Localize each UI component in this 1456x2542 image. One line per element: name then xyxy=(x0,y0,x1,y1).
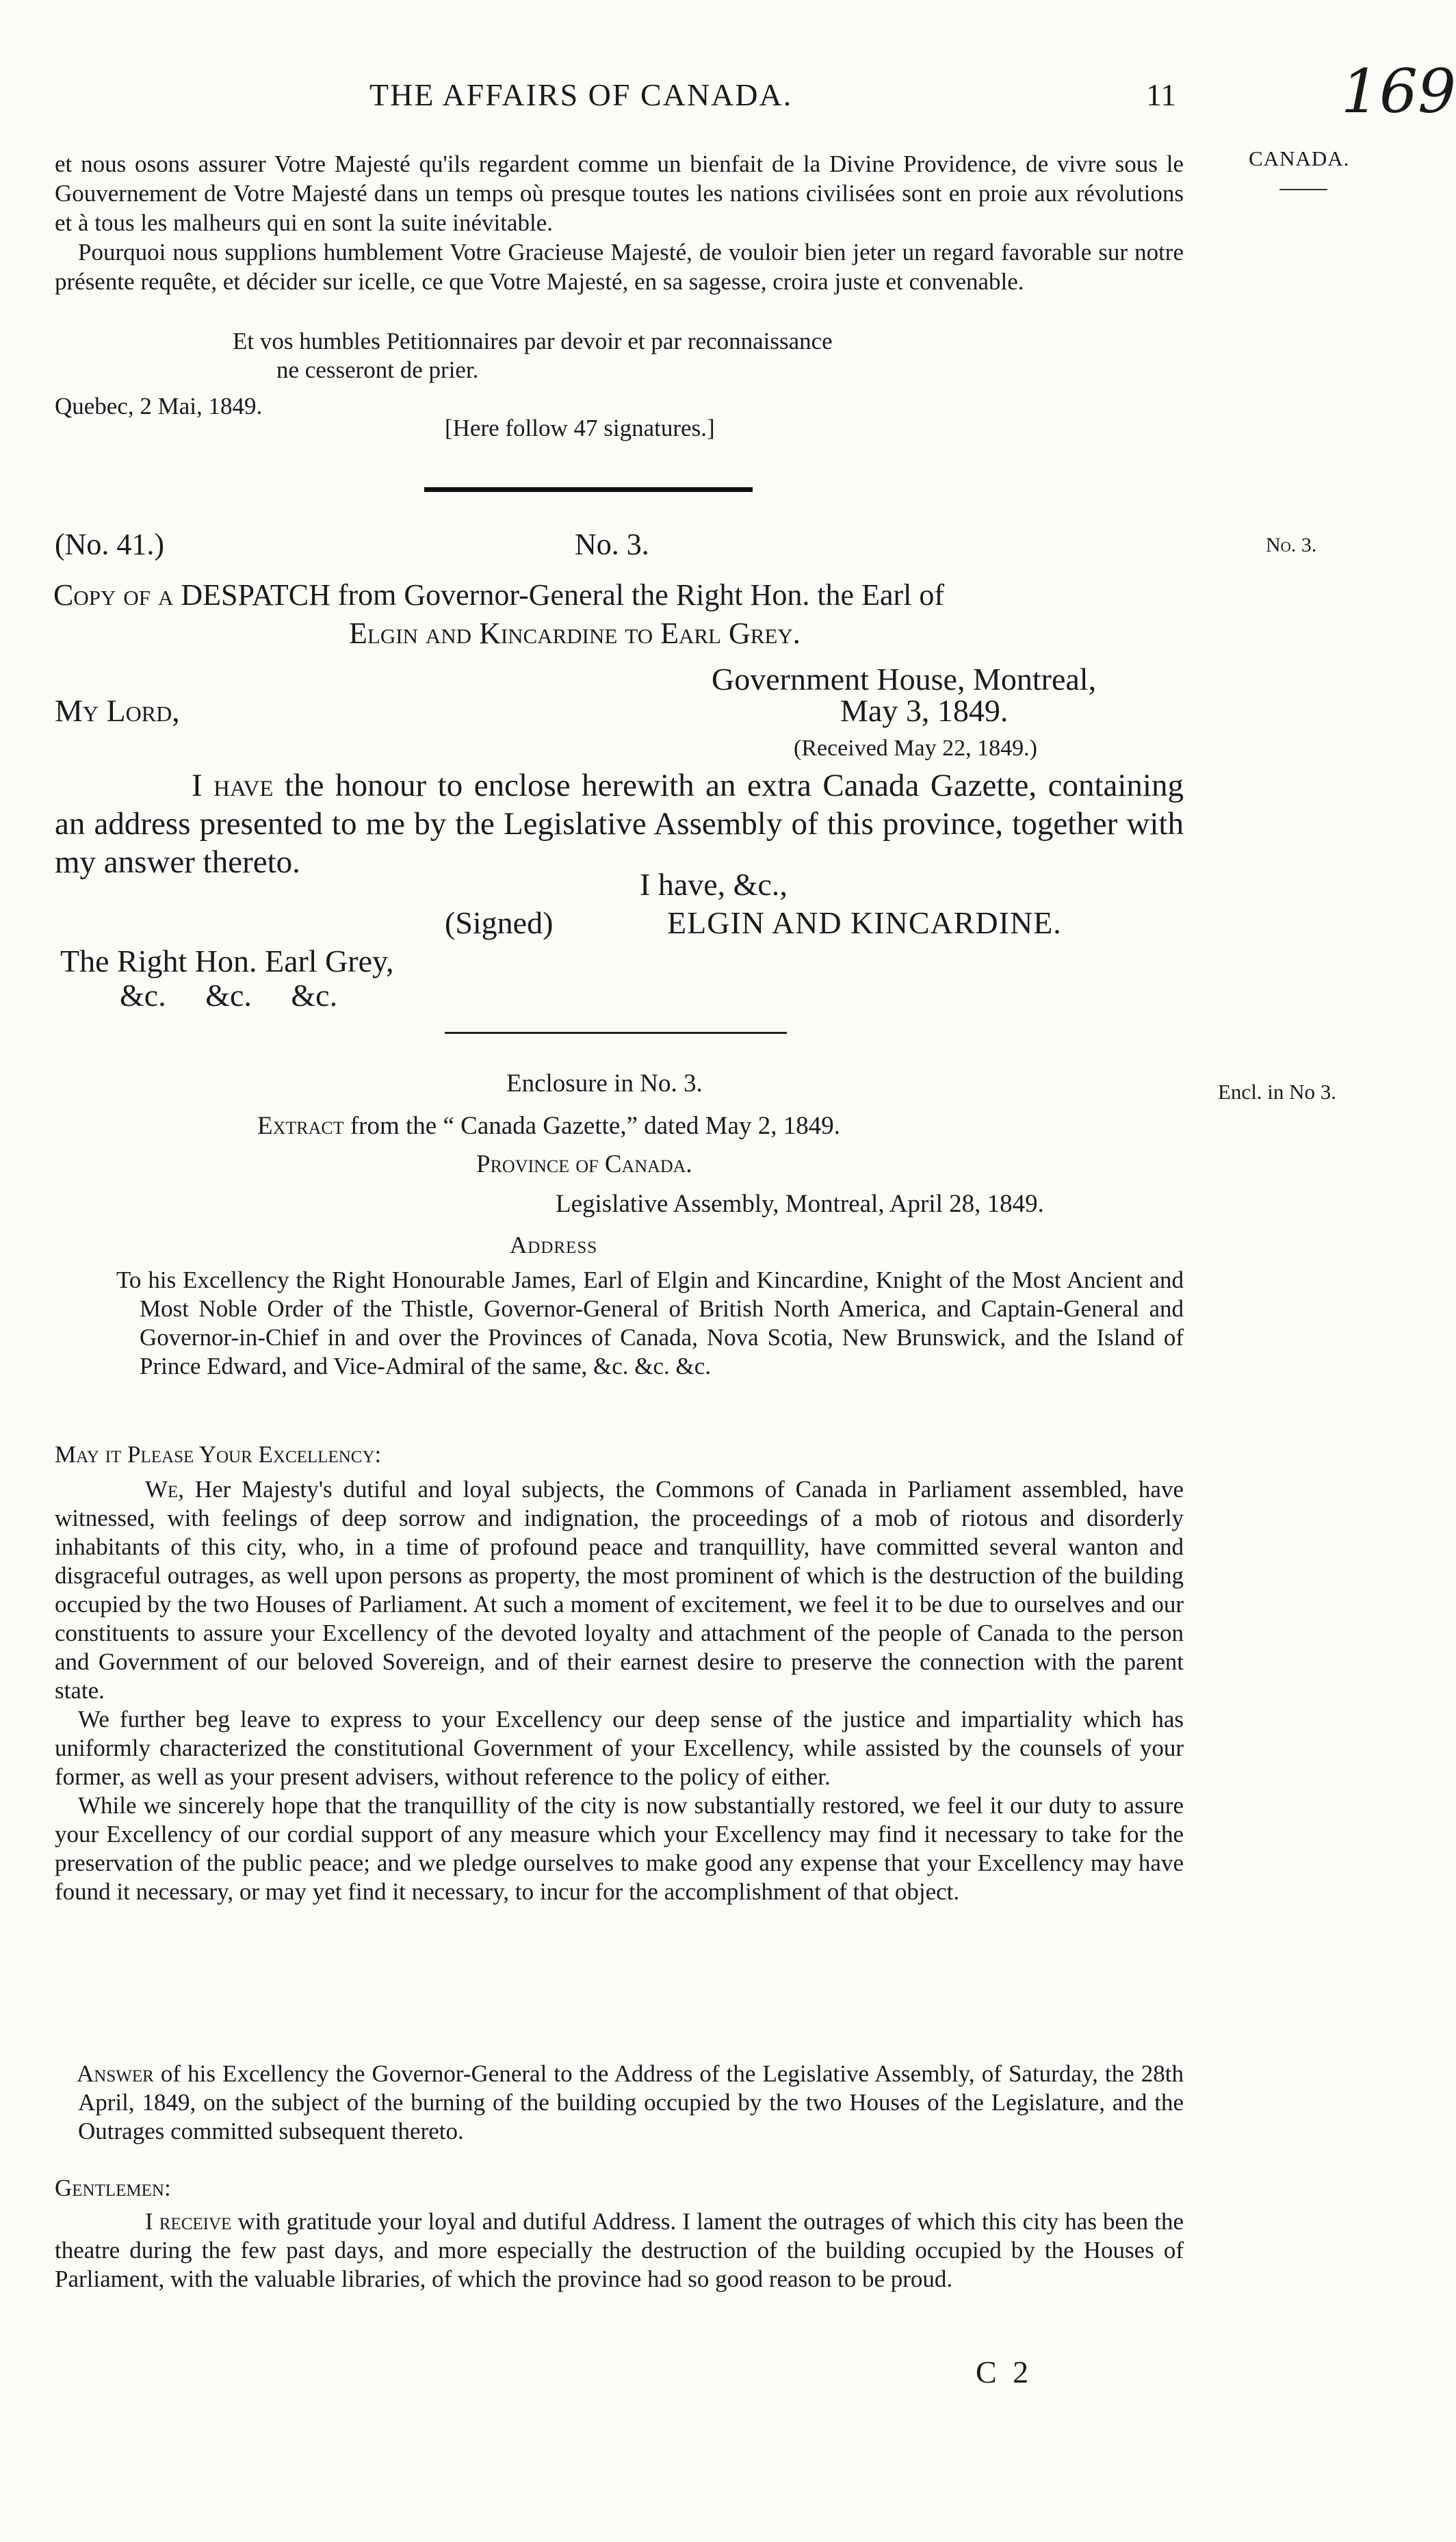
despatch-heading-prefix: Copy of a xyxy=(53,578,174,612)
despatch-number: (No. 41.) xyxy=(55,528,165,561)
address-paragraph-1 xyxy=(55,1475,1184,1705)
despatch-signature: ELGIN AND KINCARDINE. xyxy=(667,905,1062,940)
despatch-body-text: the honour to enclose herewith an extra Canada Gazette, containing an address presented to me by the Legislative Assembly of this province, together with my answer thereto. xyxy=(55,768,1184,880)
signed-label: (Signed) xyxy=(445,905,554,940)
answer-body-lead: I receive xyxy=(145,2208,232,2235)
margin-note-canada: CANADA. xyxy=(1249,146,1350,170)
despatch-location: Government House, Montreal, xyxy=(712,662,1097,697)
address-recipient-block xyxy=(116,1266,1184,1381)
address-recipient-text: To his Excellency the Right Honourable James, Earl of Elgin and Kincardine, Knight of the Most Ancient and Most Noble Order of the Thistle, Governor-General of British North America, and Captain-General and Governor-in-Chief in and over the Provinces of Canada, Nova Scotia, New Brunswick, and the Island of Prince Edward, and Vice-Admiral of the same, &c. &c. &c. xyxy=(116,1267,1184,1379)
address-salutation: May it Please Your Excellency: xyxy=(55,1441,382,1468)
despatch-subnumber: No. 3. xyxy=(575,528,649,561)
address-paragraph-1-text: Her Majesty's dutiful and loyal subjects, the Commons of Canada in Parliament assembled, have witnessed, with feelings of deep sorrow and indignation, the proceedings of a mob of riotous and disorderly inhabitants of this city, who, in a time of profound peace and tranquillity, have committed several wanton and disgraceful outrages, as well upon persons as property, the most prominent of which is the destruction of the building occupied by the two Houses of Parliament. At such a moment of excitement, we feel it to be due to ourselves and our constituents to assure your Excellency of the devoted loyalty and attachment of the people of Canada to the person and Government of our beloved Sovereign, and of their earnest desire to preserve the connection with the parent state. xyxy=(55,1476,1184,1704)
answer-salutation: Gentlemen: xyxy=(55,2175,171,2201)
despatch-heading-main: DESPATCH from Governor-General the Right Hon. the Earl of xyxy=(181,578,945,612)
signatures-note: [Here follow 47 signatures.] xyxy=(445,415,715,441)
extract-line xyxy=(257,1111,840,1141)
french-petition-text xyxy=(55,149,1184,296)
margin-rule xyxy=(1279,189,1327,190)
assembly-dateline: Legislative Assembly, Montreal, April 28, 1849. xyxy=(556,1190,1044,1218)
recipient: The Right Hon. Earl Grey, xyxy=(60,944,394,978)
province-heading: Province of Canada. xyxy=(476,1150,692,1178)
answer-lead: Answer xyxy=(77,2060,154,2087)
despatch-body-lead: I have xyxy=(192,768,274,803)
extract-lead: Extract xyxy=(257,1112,344,1140)
address-paragraph-1-lead: We, xyxy=(145,1476,185,1503)
closing-phrase: I have, &c., xyxy=(640,867,788,902)
answer-body-text: with gratitude your loyal and dutiful Address. I lament the outrages of which this city has been the theatre during the few past days, and more especially the destruction of the building occupied by the Houses of Parliament, with the valuable libraries, of which the province had so good reason to be proud. xyxy=(55,2208,1184,2292)
extract-text: from the “ Canada Gazette,” dated May 2, 1849. xyxy=(350,1112,840,1140)
address-paragraph-3: While we sincerely hope that the tranquillity of the city is now substantially restored, we feel it our duty to assure your Excellency of our cordial support of any measure which your Excellency may find it necessary to take for the preservation of the public peace; and we pledge ourselves to make good any expense that your Excellency may have found it necessary, or may yet find it necessary, to incur for the accomplishment of that object. xyxy=(55,1792,1184,1905)
recipient-etc: &c. &c. &c. xyxy=(120,978,338,1013)
address-body xyxy=(55,1475,1184,1906)
answer-heading xyxy=(55,2060,1184,2146)
handwritten-folio-number: 169 xyxy=(1341,56,1456,127)
answer-heading-block xyxy=(55,2060,1184,2146)
petition-closing xyxy=(233,327,833,385)
french-paragraph-2: Pourquoi nous supplions humblement Votre Gracieuse Majesté, de vouloir bien jeter un regard favorable sur notre présente requête, et décider sur icelle, ce que Votre Majesté, en sa sagesse, croira juste et convenable. xyxy=(55,239,1184,295)
petition-closing-line-1: Et vos humbles Petitionnaires par devoir et par reconnaissance xyxy=(233,328,833,354)
received-date: (Received May 22, 1849.) xyxy=(794,736,1037,761)
answer-paragraph xyxy=(55,2207,1184,2294)
despatch-body xyxy=(55,766,1184,881)
despatch-heading xyxy=(53,578,944,612)
signature-mark: C 2 xyxy=(976,2355,1033,2389)
section-divider xyxy=(424,487,753,492)
address-paragraph-2: We further beg leave to express to your Excellency our deep sense of the justice and impartiality which has uniformly characterized the constitutional Government of your Excellency, while assisted by the counsels of your former, as well as your present advisers, without reference to the policy of either. xyxy=(55,1706,1184,1790)
section-divider-thin xyxy=(445,1032,787,1034)
answer-body xyxy=(55,2207,1184,2294)
address-title: Address xyxy=(510,1232,598,1258)
petition-closing-line-2: ne cesseront de prier. xyxy=(276,356,479,383)
answer-heading-text: of his Excellency the Governor-General to the Address of the Legislative Assembly, of Saturday, the 28th April, 1849, on the subject of the burning of the building occupied by the two Houses of the Legislature, and the Outrages committed subsequent thereto. xyxy=(78,2060,1184,2144)
running-head-title: THE AFFAIRS OF CANADA. xyxy=(369,77,793,112)
margin-note-enclosure: Encl. in No 3. xyxy=(1218,1080,1337,1104)
salutation: My Lord, xyxy=(55,693,180,728)
petition-date: Quebec, 2 Mai, 1849. xyxy=(55,393,263,419)
enclosure-heading: Enclosure in No. 3. xyxy=(506,1069,703,1098)
page-number: 11 xyxy=(1146,77,1177,112)
margin-note-no3: No. 3. xyxy=(1266,534,1317,556)
despatch-heading-line-2: Elgin and Kincardine to Earl Grey. xyxy=(349,617,801,650)
despatch-date: May 3, 1849. xyxy=(840,693,1009,728)
french-paragraph-1: et nous osons assurer Votre Majesté qu'ils regardent comme un bienfait de la Divine Providence, de vivre sous le Gouvernement de Votre Majesté dans un temps où presque toutes les nations civilisées sont en proie aux révolutions et à tous les malheurs qui en sont la suite inévitable. xyxy=(55,151,1184,236)
